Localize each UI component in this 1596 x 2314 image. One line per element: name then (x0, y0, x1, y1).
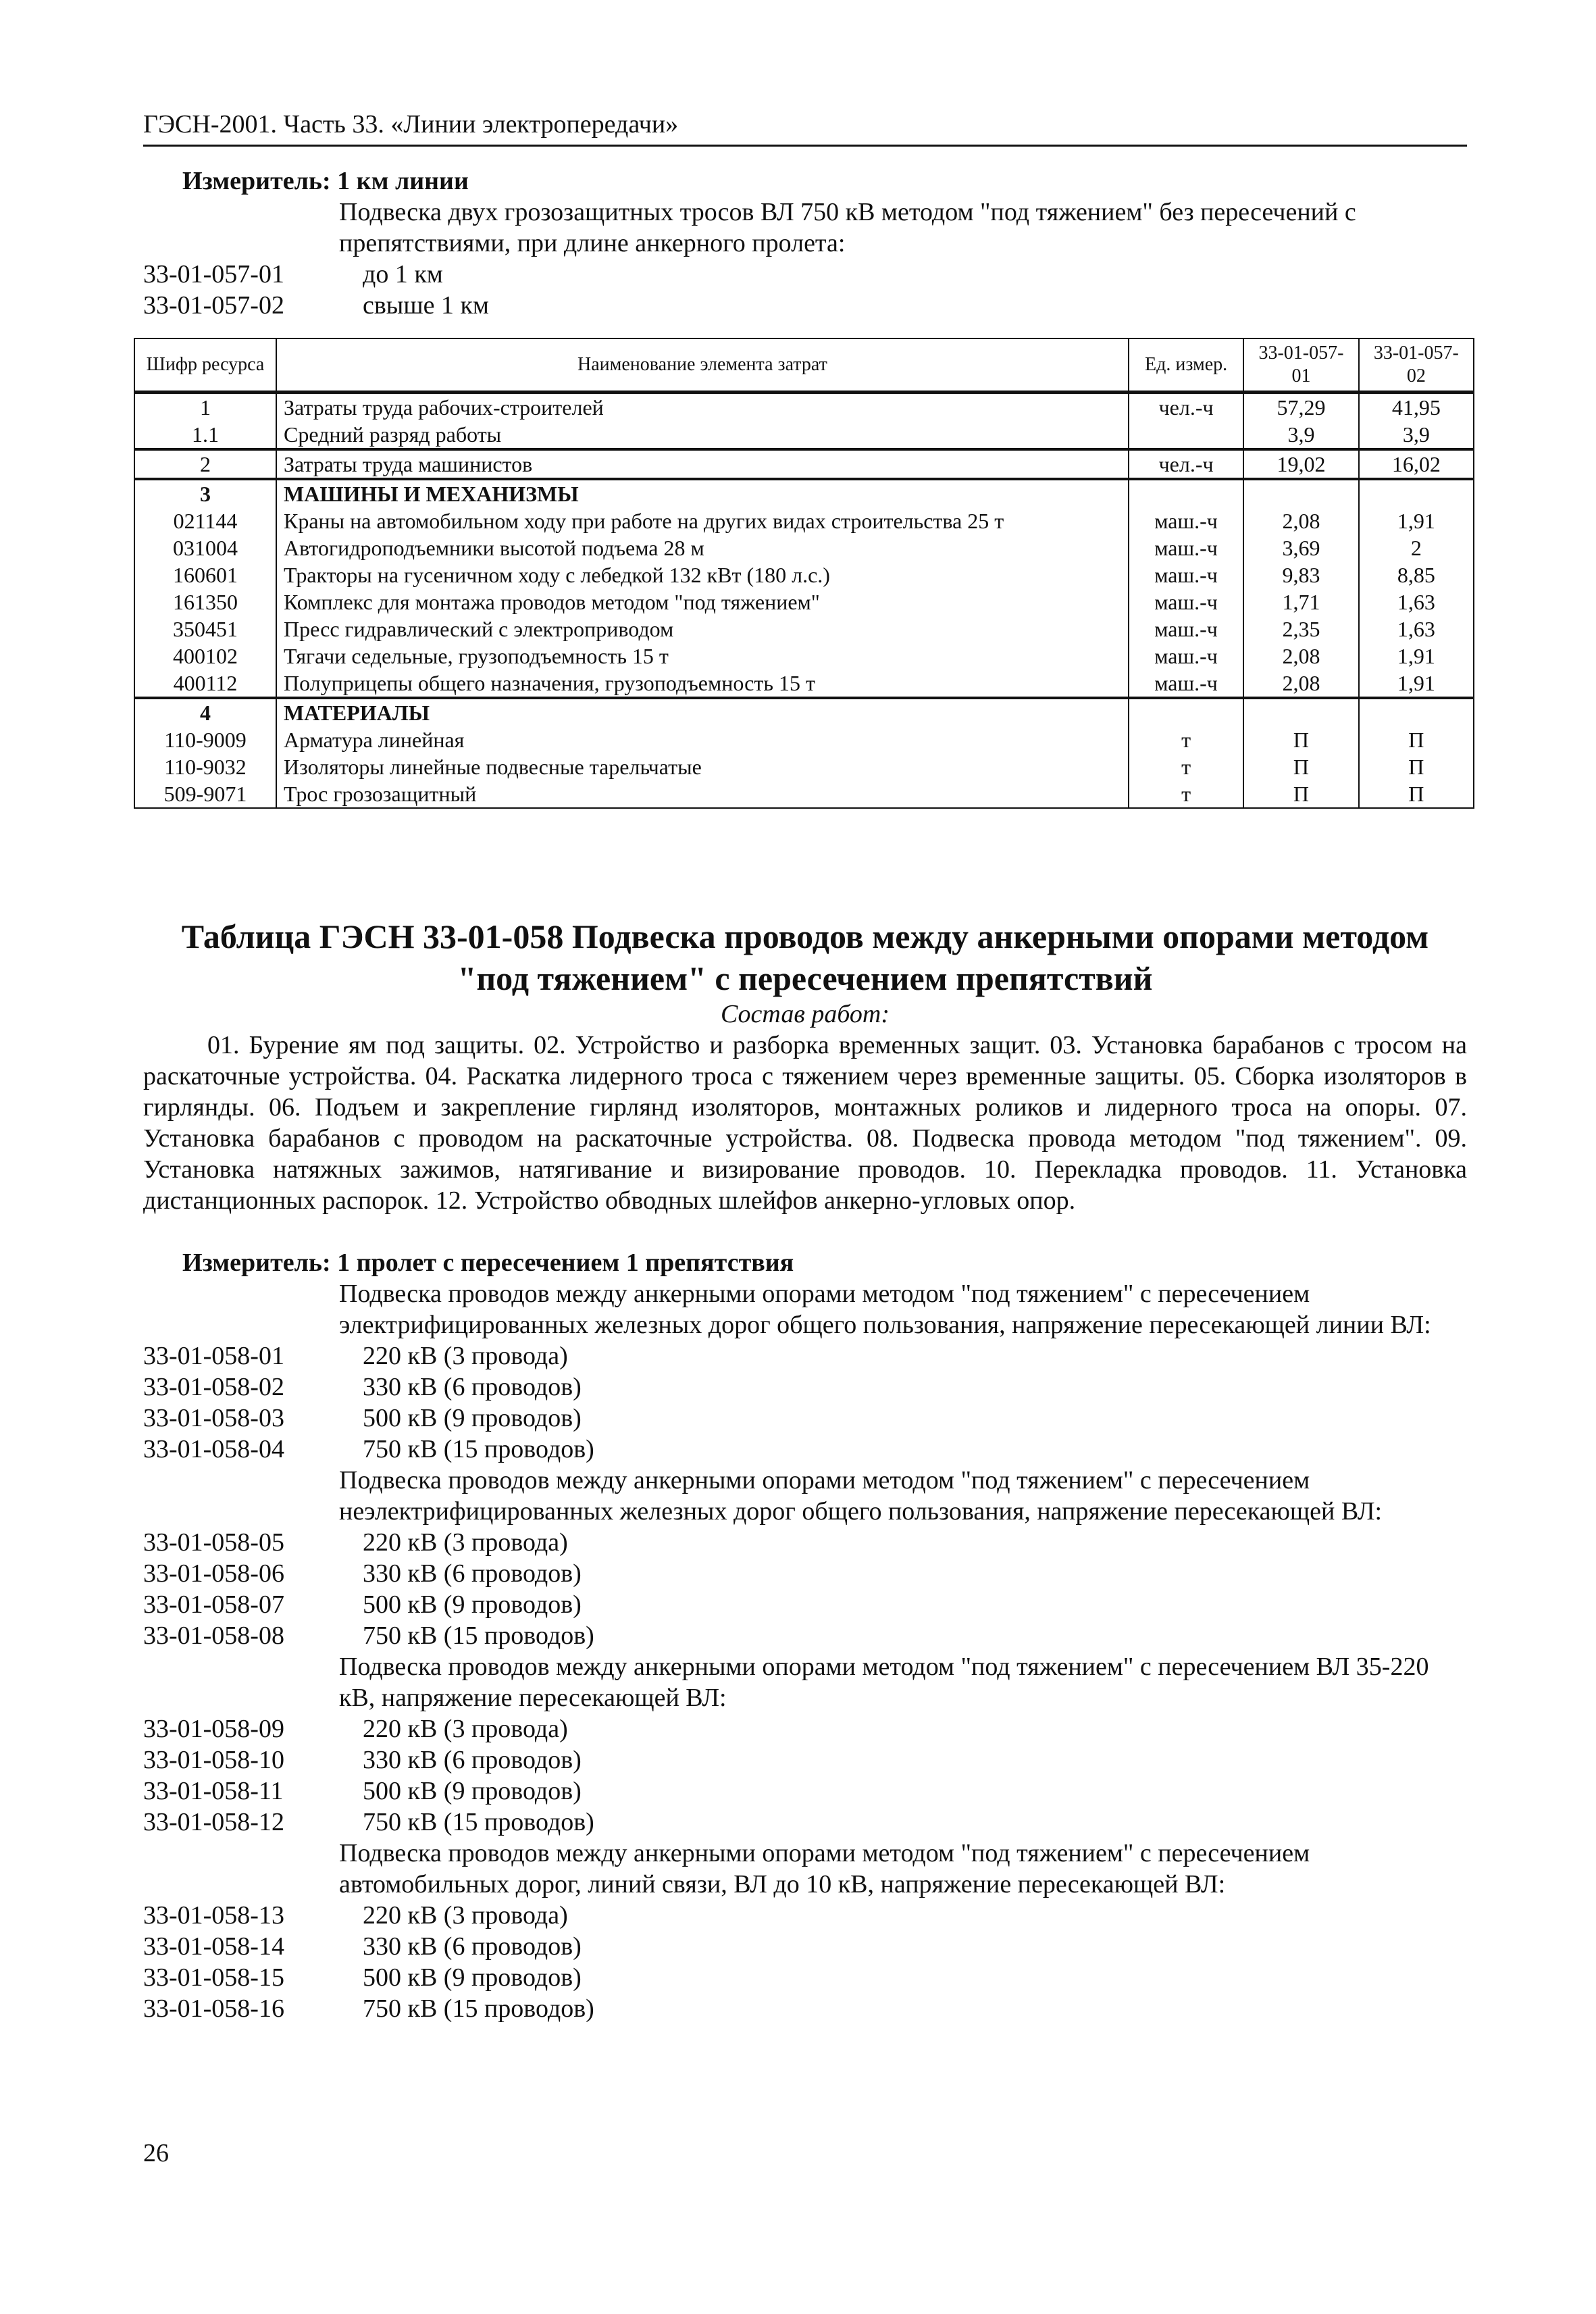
norm-value-2: П (1359, 726, 1474, 753)
item-code: 33-01-058-07 (143, 1590, 284, 1619)
table-row (134, 393, 1474, 422)
item-text: до 1 км (363, 260, 443, 288)
code-line (143, 1434, 1467, 1465)
norm-value-1: 2,08 (1243, 670, 1358, 698)
code-line (143, 1993, 1467, 2024)
norm-value-2: 2 (1359, 534, 1474, 561)
code-line (143, 1403, 1467, 1434)
norm-value-2: 1,63 (1359, 615, 1474, 643)
resource-unit: т (1129, 753, 1243, 780)
item-code: 33-01-058-04 (143, 1435, 284, 1463)
running-header: ГЭСН-2001. Часть 33. «Линии электропередачи» (143, 108, 1467, 147)
works-paragraph: 01. Бурение ям под защиты. 02. Устройство и разборка временных защит. 03. Установка барабанов с тросом на раскаточные устройства. 04. Раскатка лидерного троса с тяжением через временные защиты. 05. Сборка изоляторов в гирлянды. 06. Подъем и закрепление гирлянд изоляторов, монтажных роликов и лидерного троса на опоры. 07. Установка барабанов с проводом на раскаточные устройства. 08. Подвеска провода методом "под тяжением". 09. Установка натяжных зажимов, натягивание и визирование проводов. 10. Перекладка проводов. 11. Установка дистанционных распорок. 12. Устройство обводных шлейфов анкерно-угловых опор. (143, 1031, 1467, 1215)
item-code: 33-01-058-13 (143, 1901, 284, 1930)
measure-label-1: Измеритель: 1 км линии (182, 167, 469, 195)
item-code: 33-01-058-11 (143, 1777, 284, 1805)
code-line (143, 1713, 1467, 1744)
header-name: Наименование элемента затрат (276, 338, 1129, 393)
resource-name: Затраты труда рабочих-строителей (276, 393, 1129, 422)
resource-unit: маш.-ч (1129, 534, 1243, 561)
header-code: Шифр ресурса (134, 338, 276, 393)
resource-code: 161350 (134, 588, 276, 615)
measure-label-2: Измеритель: 1 пролет с пересечением 1 препятствия (182, 1249, 794, 1277)
resource-name: МАТЕРИАЛЫ (276, 698, 1129, 726)
norm-value-1: П (1243, 753, 1358, 780)
code-line (143, 1931, 1467, 1962)
group-description: Подвеска проводов между анкерными опорами методом "под тяжением" с пересечением автомобильных дорог, линий связи, ВЛ до 10 кВ, напряжение пересекающей ВЛ: (339, 1839, 1310, 1898)
resource-table (134, 338, 1474, 809)
item-code: 33-01-058-01 (143, 1342, 284, 1370)
resource-code: 400112 (134, 670, 276, 698)
norm-value-2: 1,91 (1359, 643, 1474, 670)
norm-value-1: П (1243, 780, 1358, 808)
table-row (134, 780, 1474, 808)
section-title: Таблица ГЭСН 33-01-058 Подвеска проводов между анкерными опорами методом "под тяжением" с пересечением препятствий (181, 917, 1429, 997)
table-row (134, 534, 1474, 561)
header-unit: Ед. измер. (1129, 338, 1243, 393)
code-line (143, 1372, 1467, 1403)
header-norm-1: 33-01-057-01 (1243, 338, 1358, 393)
norm-value-1: 9,83 (1243, 561, 1358, 588)
resource-name: Трос грозозащитный (276, 780, 1129, 808)
resource-code: 2 (134, 449, 276, 479)
resource-name: Краны на автомобильном ходу при работе на других видах строительства 25 т (276, 507, 1129, 534)
item-text: 220 кВ (3 провода) (363, 1342, 568, 1370)
resource-unit (1129, 421, 1243, 449)
table-row (134, 753, 1474, 780)
table-row (134, 615, 1474, 643)
resource-code: 400102 (134, 643, 276, 670)
table-row (134, 643, 1474, 670)
table-row (134, 507, 1474, 534)
resource-name: Изоляторы линейные подвесные тарельчатые (276, 753, 1129, 780)
item-text: 330 кВ (6 проводов) (363, 1746, 582, 1774)
resource-name: Автогидроподъемники высотой подъема 28 м (276, 534, 1129, 561)
item-code: 33-01-057-02 (143, 291, 284, 320)
resource-unit: чел.-ч (1129, 393, 1243, 422)
norm-value-1: 2,08 (1243, 507, 1358, 534)
code-line (143, 1962, 1467, 1993)
code-line (143, 1776, 1467, 1807)
resource-name: Арматура линейная (276, 726, 1129, 753)
norm-value-2: 3,9 (1359, 421, 1474, 449)
resource-name: Пресс гидравлический с электроприводом (276, 615, 1129, 643)
resource-code: 110-9032 (134, 753, 276, 780)
item-code: 33-01-058-12 (143, 1808, 284, 1836)
item-text: 330 кВ (6 проводов) (363, 1932, 582, 1961)
norm-value-2: 41,95 (1359, 393, 1474, 422)
item-code: 33-01-058-06 (143, 1559, 284, 1588)
resource-code: 4 (134, 698, 276, 726)
code-line (143, 1620, 1467, 1651)
norm-value-2: П (1359, 753, 1474, 780)
item-text: 220 кВ (3 провода) (363, 1715, 568, 1743)
resource-code: 1.1 (134, 421, 276, 449)
resource-code: 160601 (134, 561, 276, 588)
resource-name: Средний разряд работы (276, 421, 1129, 449)
item-text: 220 кВ (3 провода) (363, 1901, 568, 1930)
resource-code: 509-9071 (134, 780, 276, 808)
norm-value-1: 2,35 (1243, 615, 1358, 643)
norm-value-2: 8,85 (1359, 561, 1474, 588)
table-body (134, 393, 1474, 809)
resource-unit: маш.-ч (1129, 670, 1243, 698)
norm-value-2: 1,91 (1359, 507, 1474, 534)
resource-name: Затраты труда машинистов (276, 449, 1129, 479)
norm-value-2: 1,63 (1359, 588, 1474, 615)
norm-value-2: 1,91 (1359, 670, 1474, 698)
resource-unit: маш.-ч (1129, 507, 1243, 534)
variant-list (143, 1278, 1467, 2024)
item-code: 33-01-058-08 (143, 1621, 284, 1650)
block1-lines (143, 197, 1467, 321)
item-code: 33-01-058-02 (143, 1373, 284, 1401)
resource-unit: чел.-ч (1129, 449, 1243, 479)
item-text: 500 кВ (9 проводов) (363, 1404, 582, 1432)
item-text: 500 кВ (9 проводов) (363, 1963, 582, 1992)
group-description: Подвеска проводов между анкерными опорами методом "под тяжением" с пересечением неэлектрифицированных железных дорог общего пользования, напряжение пересекающей ВЛ: (339, 1466, 1383, 1526)
resource-name: Полуприцепы общего назначения, грузоподъемность 15 т (276, 670, 1129, 698)
item-code: 33-01-058-14 (143, 1932, 284, 1961)
item-text: 750 кВ (15 проводов) (363, 1621, 594, 1650)
table-row (134, 726, 1474, 753)
code-line (143, 1558, 1467, 1589)
item-code: 33-01-058-05 (143, 1528, 284, 1557)
item-code: 33-01-058-09 (143, 1715, 284, 1743)
code-line (143, 259, 1467, 290)
norm-value-1 (1243, 698, 1358, 726)
resource-code: 021144 (134, 507, 276, 534)
code-line (143, 290, 1467, 321)
table-row (134, 421, 1474, 449)
item-text: 750 кВ (15 проводов) (363, 1435, 594, 1463)
page-number: 26 (143, 2139, 169, 2167)
resource-code: 3 (134, 479, 276, 507)
norm-value-2 (1359, 698, 1474, 726)
item-code: 33-01-058-10 (143, 1746, 284, 1774)
norm-value-1: 2,08 (1243, 643, 1358, 670)
table-row (134, 561, 1474, 588)
code-line (143, 1340, 1467, 1372)
resource-unit: маш.-ч (1129, 561, 1243, 588)
resource-code: 110-9009 (134, 726, 276, 753)
item-code: 33-01-058-03 (143, 1404, 284, 1432)
table-row (134, 449, 1474, 479)
norm-value-2: П (1359, 780, 1474, 808)
resource-code: 350451 (134, 615, 276, 643)
item-code: 33-01-057-01 (143, 260, 284, 288)
norm-value-1: 3,9 (1243, 421, 1358, 449)
resource-unit (1129, 698, 1243, 726)
item-text: 750 кВ (15 проводов) (363, 1808, 594, 1836)
resource-unit: т (1129, 780, 1243, 808)
item-text: 500 кВ (9 проводов) (363, 1590, 582, 1619)
item-text: 330 кВ (6 проводов) (363, 1373, 582, 1401)
resource-unit (1129, 479, 1243, 507)
table-row (134, 670, 1474, 698)
norm-value-1: 19,02 (1243, 449, 1358, 479)
item-text: 220 кВ (3 провода) (363, 1528, 568, 1557)
norm-value-2: 16,02 (1359, 449, 1474, 479)
group-description: Подвеска проводов между анкерными опорами методом "под тяжением" с пересечением электрифицированных железных дорог общего пользования, напряжение пересекающей линии ВЛ: (339, 1280, 1431, 1339)
resource-unit: маш.-ч (1129, 588, 1243, 615)
resource-code: 1 (134, 393, 276, 422)
norm-value-1: 1,71 (1243, 588, 1358, 615)
item-text: 500 кВ (9 проводов) (363, 1777, 582, 1805)
item-code: 33-01-058-16 (143, 1994, 284, 2023)
code-line (143, 1807, 1467, 1838)
resource-name: Тракторы на гусеничном ходу с лебедкой 132 кВт (180 л.с.) (276, 561, 1129, 588)
resource-name: МАШИНЫ И МЕХАНИЗМЫ (276, 479, 1129, 507)
item-text: 330 кВ (6 проводов) (363, 1559, 582, 1588)
table-header-row (134, 338, 1474, 393)
norm-value-1: 57,29 (1243, 393, 1358, 422)
norm-value-1 (1243, 479, 1358, 507)
resource-unit: т (1129, 726, 1243, 753)
resource-unit: маш.-ч (1129, 615, 1243, 643)
code-line (143, 1744, 1467, 1776)
code-line (143, 1527, 1467, 1558)
group-description: Подвеска проводов между анкерными опорами методом "под тяжением" с пересечением ВЛ 35-220 кВ, напряжение пересекающей ВЛ: (339, 1653, 1429, 1712)
norm-value-1: П (1243, 726, 1358, 753)
item-text: 750 кВ (15 проводов) (363, 1994, 594, 2023)
norm-value-1: 3,69 (1243, 534, 1358, 561)
header-norm-2: 33-01-057-02 (1359, 338, 1474, 393)
norm-value-2 (1359, 479, 1474, 507)
table-row (134, 479, 1474, 507)
code-line (143, 1589, 1467, 1620)
item-code: 33-01-058-15 (143, 1963, 284, 1992)
resource-unit: маш.-ч (1129, 643, 1243, 670)
resource-name: Тягачи седельные, грузоподъемность 15 т (276, 643, 1129, 670)
item-text: свыше 1 км (363, 291, 489, 320)
section-subtitle: Состав работ: (720, 1000, 890, 1028)
table-row (134, 698, 1474, 726)
block1-description: Подвеска двух грозозащитных тросов ВЛ 750 кВ методом "под тяжением" без пересечений с препятствиями, при длине анкерного пролета: (339, 198, 1356, 257)
resource-code: 031004 (134, 534, 276, 561)
table-row (134, 588, 1474, 615)
code-line (143, 1900, 1467, 1931)
resource-name: Комплекс для монтажа проводов методом "под тяжением" (276, 588, 1129, 615)
